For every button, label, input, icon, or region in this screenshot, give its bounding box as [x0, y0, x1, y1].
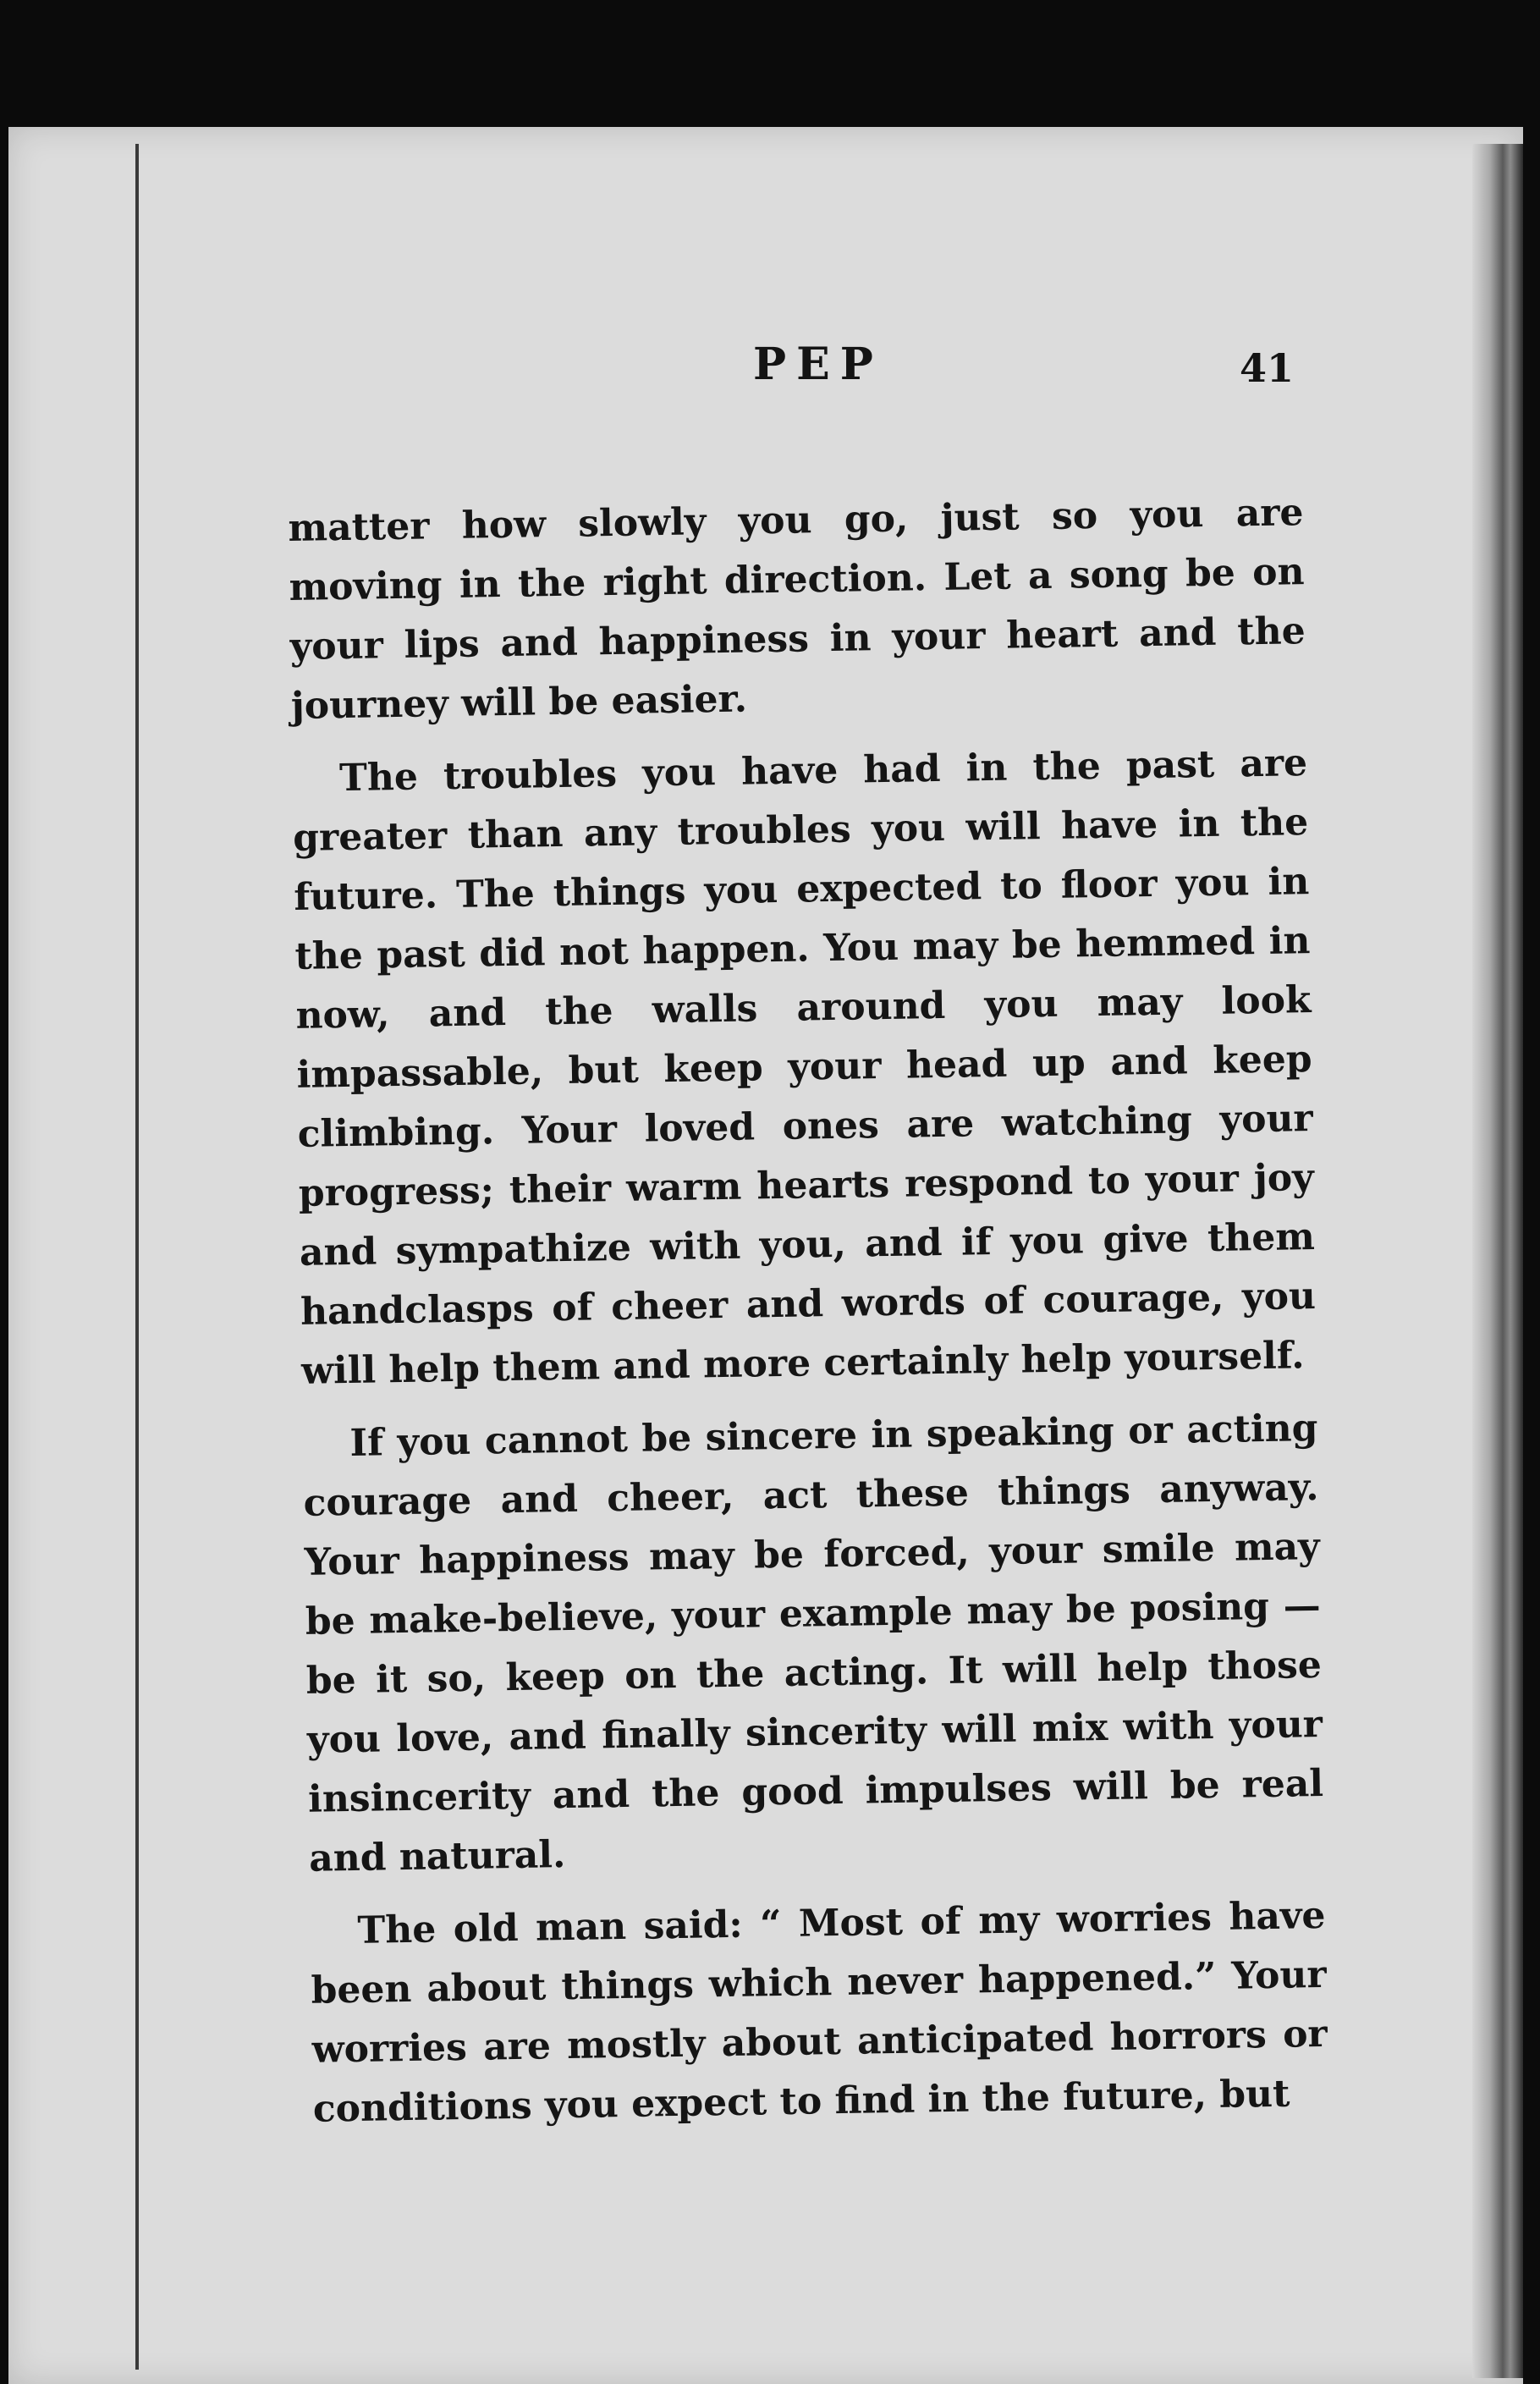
page-edge-shadow [1472, 144, 1523, 2378]
book-page [8, 127, 1523, 2384]
running-title: PEP [753, 339, 883, 390]
paragraph-2: The troubles you have had in the past are greater than any troubles you will have in the future. The things you expected to floor you in the past did not happen. You may be hemmed in now, and the walls around you may look impassable, but keep your head up and keep climbing. Your loved ones are watching your progress; their warm hearts respond to your joy and sympathize with you, and if you give them handclasps of cheer and words of courage, you will help them and more certainly help yourself. [292, 741, 1317, 1393]
paragraph-3: If you cannot be sincere in speaking or acting courage and cheer, act these things anyway. Your happiness may be forced, your smile may be make-believe, your example may be posing — be it so, keep on the acting. It will help those you love, and finally sincerity will mix with your insincerity and the good impulses will be real and natural. [303, 1407, 1324, 1880]
body-text [288, 483, 1329, 2153]
gutter-shadow [135, 144, 139, 2370]
paragraph-4: The old man said: “ Most of my worries have been about things which never happened.” Your worries are mostly about anticipated horrors or conditions you expect to find in the future, but [311, 1893, 1328, 2131]
paragraph-1: matter how slowly you go, just so you are moving in the right direction. Let a song be on your lips and happiness in your heart and the journey will be easier. [288, 491, 1306, 728]
running-head [8, 339, 1523, 406]
page-number: 41 [1240, 345, 1295, 391]
